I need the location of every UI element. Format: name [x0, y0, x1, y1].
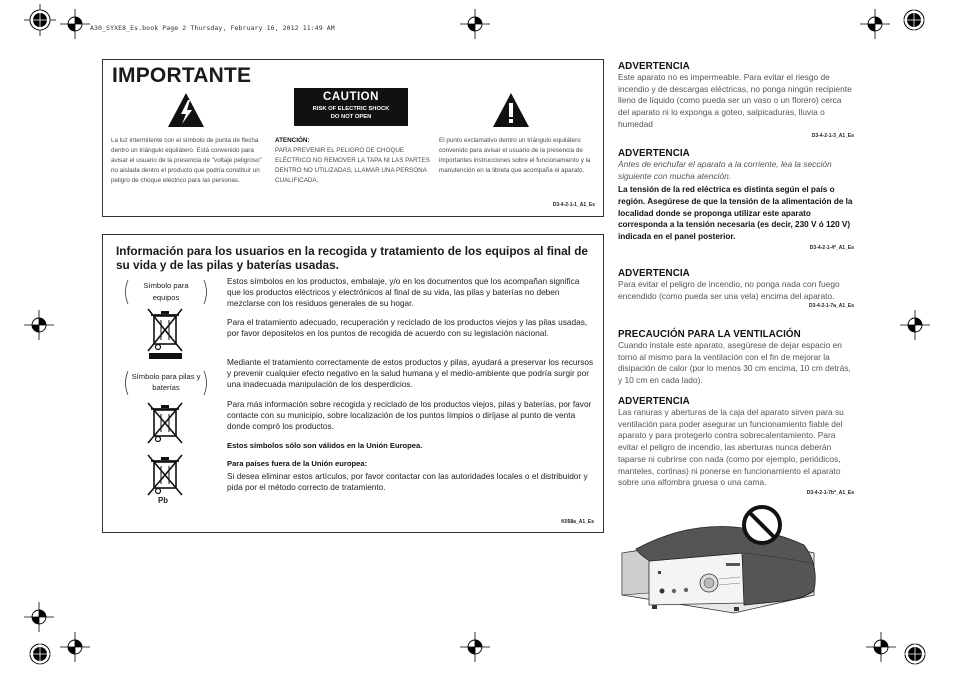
bin-black-bar [149, 353, 182, 359]
warning-section-2 [618, 148, 854, 251]
covered-amplifier-illustration [614, 505, 854, 615]
registration-mark-icon [866, 632, 896, 662]
caution-title: CAUTION [323, 91, 379, 103]
atencion-text: PARA PREVENIR EL PELIGRO DE CHOQUE ELÉCTRICO NO REMOVER LA TAPA NI LAS PARTES DENTRO NO UTILIZADAS, LLAMAR UNA PERSONA CUALIFICADA. [275, 147, 430, 184]
recycling-code: K058a_A1_Es [561, 519, 594, 525]
warning-5-code: D3-4-2-1-7b*_A1_Es [806, 489, 854, 496]
atencion-heading: ATENCIÓN: [275, 137, 310, 144]
warning-2-heading: ADVERTENCIA [618, 148, 690, 159]
symbol-label-equipos-bracket [122, 278, 210, 308]
registration-mark-icon [24, 638, 56, 670]
caution-sub-2: DO NOT OPEN [330, 113, 372, 120]
warning-2-code: D3-4-2-1-4*_A1_Es [809, 245, 854, 252]
warning-2-bold: La tensión de la red eléctrica es distinta según el país o región. Asegúrese de que la tensión de la alimentación de la localidad donde se proponga utilizar este aparato corresponda a la tensión necesaria (es decir, 230 V ó 120 V) indicada en el panel posterior. [618, 185, 853, 241]
ventilation-heading: PRECAUCIÓN PARA LA VENTILACIÓN [618, 329, 801, 340]
registration-mark-icon [24, 310, 54, 340]
registration-mark-icon [899, 638, 931, 670]
pb-label: Pb [158, 496, 168, 505]
warning-5-text: Las ranuras y aberturas de la caja del aparato sirven para su ventilación para poder asegurar un funcionamiento fiable del aparato y para protegerlo contra sobrecalentamiento. Para evitar el peligro de incendio, las aberturas nunca deberán taparse ni cubrirse con nada (como por ejemplo, periódicos, manteles, cortinas) ni ponerse en funcionamiento el aparato sobre una alfombra gruesa o una cama. [618, 407, 844, 488]
warning-1-code: D3-4-2-1-3_A1_Es [811, 132, 854, 139]
file-header-line: A30_SYXE8_Es.book Page 2 Thursday, February 16, 2012 11:49 AM [90, 24, 335, 32]
ventilation-text: Cuando instale este aparato, asegúrese de dejar espacio en torno al mismo para la ventilación con el fin de mejorar la disipación de calor (por lo menos 30 cm encima, 10 cm detrás, y 10 cm en cada lado). [618, 340, 851, 386]
registration-mark-icon [60, 9, 90, 39]
lightning-triangle-icon [167, 92, 205, 128]
recycling-p2: Para el tratamiento adecuado, recuperación y reciclado de los productos viejos y las pilas usadas, por favor depositelos en los puntos de recogida de acuerdo con su legislación nacional. [227, 317, 588, 338]
importante-title: IMPORTANTE [112, 64, 252, 87]
warning-2-italic: Antes de enchufar el aparato a la corriente, lea la sección siguiente con mucha atención. [618, 159, 832, 181]
recycling-p5: Estos símbolos sólo son válidos en la Unión Europea. [227, 441, 423, 450]
warning-3-heading: ADVERTENCIA [618, 268, 690, 279]
recycling-p1: Estos símbolos en los productos, embalaje, y/o en los documentos que los acompañan significa que los productos eléctricos y electrónicos al final de su vida, las pilas y baterías no deben mezclarse con los residuos generales de su hogar. [227, 276, 580, 308]
recycling-p4: Para más información sobre recogida y reciclado de los productos viejos, pilas y baterías, por favor contacte con su municipio, sobre localización de los puntos límpios o diríjase al punto de venta donde compró los productos. [227, 399, 592, 431]
registration-mark-icon [460, 9, 490, 39]
registration-mark-icon [24, 4, 56, 36]
exclamation-explanation: El punto exclamativo dentro un triángulo equilátero convenido para avisar el usuario de la presencia de importantes instrucciones sobre el funcionamiento y la manutención en la libreta que acompaña el aparato. [439, 137, 591, 174]
importante-box [102, 59, 604, 217]
warning-3-text: Para evitar el peligro de incendio, no ponga nada con fuego encendido (como pueda ser una vela) encima del aparato. [618, 279, 840, 301]
warning-section-1 [618, 61, 854, 139]
recycling-heading: Información para los usuarios en la recogida y tratamiento de los equipos al final de su vida y de las pilas y baterías usadas. [116, 244, 588, 272]
importante-code: D3-4-2-1-1_A1_Es [552, 202, 595, 208]
registration-mark-icon [60, 632, 90, 662]
recycling-p7: Si desea eliminar estos artículos, por favor contactar con las autoridades locales o el distribuidor y pida por el método correcto de tratamiento. [227, 471, 588, 492]
symbol-label-equipos: Símbolo para equipos [143, 281, 189, 302]
recycling-p6: Para países fuera de la Unión europea: [227, 459, 368, 468]
warning-1-text: Este aparato no es impermeable. Para evitar el riesgo de incendio y de descargas eléctricas, no ponga ningún recipiente lleno de líquido (como pueda ser un vaso o un florero) cerca del aparato ni lo exponga a goteo, salpicaduras, lluvia o humedad [618, 72, 852, 129]
registration-mark-icon [900, 310, 930, 340]
warning-5-heading: ADVERTENCIA [618, 396, 690, 407]
exclamation-triangle-icon [492, 92, 530, 128]
warning-section-5 [618, 396, 854, 496]
crossed-bin-icon [146, 401, 184, 447]
symbol-label-pilas: Símbolo para pilas y baterías [131, 372, 201, 392]
registration-mark-icon [860, 9, 890, 39]
warning-3-code: D3-4-2-1-7a_A1_Es [808, 303, 854, 310]
warning-section-3 [618, 268, 854, 309]
recycling-box [102, 234, 604, 533]
recycling-p3: Mediante el tratamiento correctamente de estos productos y pilas, ayudará a preservar los recursos y prevenir cualquier efecto negativo en la salud humana y el medio-ambiente que podría surgir por una inadecuada manipulación de los desperdicios. [227, 357, 594, 389]
registration-mark-icon [460, 632, 490, 662]
warning-1-heading: ADVERTENCIA [618, 61, 690, 72]
registration-mark-icon [898, 4, 930, 36]
prohibition-icon [744, 507, 780, 543]
registration-mark-icon [24, 602, 54, 632]
caution-label-box [294, 88, 408, 126]
crossed-bin-icon [146, 453, 184, 499]
lightning-explanation: La luz intermitente con el símbolo de punta de flecha dentro un triángulo equilátero. Está convenido para avisar el usuario de la presencia de "voltaje peligroso" no aislada dentro el producto que podría constituir un peligro de choque eléctrico para las personas. [111, 137, 262, 184]
caution-sub-1: RISK OF ELECTRIC SHOCK [312, 106, 390, 112]
ventilation-section [618, 329, 854, 387]
symbol-label-pilas-bracket [122, 369, 210, 399]
crossed-bin-icon [146, 307, 184, 359]
